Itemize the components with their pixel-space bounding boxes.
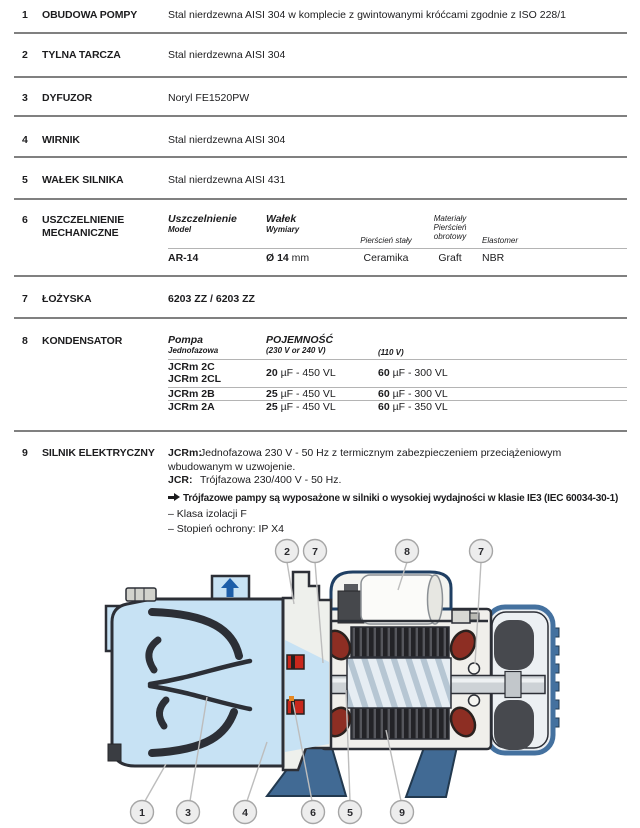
motor-rotor — [347, 658, 451, 708]
cap-header-jednofazowa: Jednofazowa — [168, 346, 219, 355]
row-number: 4 — [22, 134, 28, 146]
motor-top-cover — [330, 572, 488, 624]
cap-230-value: 20 µF - 450 VL — [266, 367, 336, 379]
svg-text:7: 7 — [478, 545, 484, 558]
row-value: Stal nierdzewna AISI 304 w komplecie z gwintowanymi króćcami zgodnie z ISO 228/1 — [168, 9, 567, 21]
row-label-line1: USZCZELNIENIE — [42, 214, 125, 226]
drain-plug — [108, 744, 121, 761]
spec-row-silnik-elektryczny — [14, 432, 627, 535]
row-value: Noryl FE1520PW — [168, 92, 250, 104]
cap-pump-name: JCRm 2B — [168, 387, 215, 400]
callout-7-left — [304, 540, 327, 563]
motor-ie3-note: Trójfazowe pampy są wyposażone w silniki o wysokiej wydajności w klasie IE3 (IEC 60034-30-1) — [168, 492, 627, 506]
svg-text:8: 8 — [404, 545, 410, 558]
cap-col-pump — [168, 335, 266, 359]
motor-notes — [168, 447, 627, 537]
row-label: WAŁEK SILNIKA — [42, 174, 124, 186]
seal-header-uszczelnienie: Uszczelnienie — [168, 213, 237, 225]
row-label: OBUDOWA POMPY — [42, 9, 138, 21]
seal-col-shaft — [266, 214, 354, 234]
row-number: 5 — [22, 174, 28, 186]
row-label: DYFUZOR — [42, 92, 93, 104]
seal-header-walek: Wałek — [266, 213, 297, 225]
row-value: Stal nierdzewna AISI 304 — [168, 49, 286, 61]
motor-jcrm-line: JCRm:Jednofazowa 230 V - 50 Hz z termicznym zabezpieczeniem przeciążeniowym wbudowanym w uzwojenie. — [168, 447, 562, 473]
capacitor-row-jcrm2c — [168, 360, 627, 388]
filler-plug — [126, 588, 156, 601]
motor-insulation-line: – Klasa izolacji F — [168, 507, 247, 520]
callout-3 — [177, 801, 200, 824]
motor-protection-line: – Stopień ochrony: IP X4 — [168, 523, 284, 535]
spec-row-wirnik — [14, 117, 627, 158]
motor-jcr-line: JCR: Trójfazowa 230/400 V - 50 Hz. — [168, 474, 342, 486]
capacitor-row-jcrm2a — [168, 401, 627, 414]
cap-col-230 — [266, 335, 378, 359]
cap-header-230v: (230 V or 240 V) — [266, 346, 326, 355]
svg-text:1: 1 — [139, 806, 145, 819]
cap-110-value: 60 µF - 300 VL — [378, 367, 448, 379]
svg-text:4: 4 — [242, 806, 248, 819]
spec-row-dyfuzor — [14, 78, 627, 117]
seal-shaft-value: Ø 14 mm — [266, 252, 310, 264]
row-value: Stal nierdzewna AISI 304 — [168, 134, 286, 146]
seal-header-elastomer: Elastomer — [482, 236, 519, 245]
seal-header-pierscien-staly: Pierścień stały — [360, 236, 412, 245]
callout-4 — [234, 801, 257, 824]
cap-header-pojemnosc: POJEMNOŚĆ — [266, 334, 334, 346]
cap-230-value: 25 µF - 450 VL — [266, 388, 336, 400]
capacitor-row-jcrm2b — [168, 388, 627, 401]
row-number: 8 — [22, 335, 28, 347]
row-number: 7 — [22, 293, 28, 305]
seal-header-pierscien-obrotowy: Pierścień obrotowy — [433, 223, 467, 241]
cap-header-pompa: Pompa — [168, 334, 204, 346]
callout-2 — [276, 540, 299, 563]
row-value: Stal nierdzewna AISI 431 — [168, 174, 286, 186]
seal-header-model: Model — [168, 225, 192, 234]
capacitor-table-header — [168, 335, 627, 360]
callout-5 — [339, 801, 362, 824]
row-number: 3 — [22, 92, 28, 104]
spec-row-tylna-tarcza — [14, 34, 627, 78]
capacitor-table — [168, 335, 627, 414]
callout-1 — [131, 801, 154, 824]
spec-row-lozyska — [14, 277, 627, 319]
svg-text:3: 3 — [185, 806, 191, 819]
row-label: SILNIK ELEKTRYCZNY — [42, 447, 155, 459]
seal-stationary-value: Ceramika — [363, 252, 409, 264]
cap-pump-name: JCRm 2C JCRm 2CL — [168, 361, 222, 385]
svg-text:6: 6 — [310, 806, 316, 819]
row-number: 9 — [22, 447, 28, 459]
spec-row-kondensator — [14, 319, 627, 432]
spec-table — [14, 0, 627, 535]
cap-header-110v: (110 V) — [378, 348, 404, 357]
row-number: 1 — [22, 9, 28, 21]
callout-9 — [391, 801, 414, 824]
seal-col-model — [168, 214, 266, 234]
row-number: 2 — [22, 49, 28, 61]
rear-plate — [283, 572, 331, 770]
svg-text:2: 2 — [284, 545, 290, 558]
cap-110-value: 60 µF - 300 VL — [378, 388, 448, 400]
cap-110-value: 60 µF - 350 VL — [378, 401, 448, 413]
callout-7-right — [470, 540, 493, 563]
seal-header-materialy: Materiały — [433, 214, 467, 223]
cap-pump-name: JCRm 2A — [168, 400, 215, 413]
row-label — [42, 214, 168, 240]
row-number: 6 — [22, 214, 28, 226]
right-arrow-icon — [168, 493, 180, 502]
cap-230-value: 25 µF - 450 VL — [266, 401, 336, 413]
pump-body — [108, 588, 283, 766]
row-label: WIRNIK — [42, 134, 80, 146]
seal-model-value: AR-14 — [168, 252, 199, 264]
spec-row-walek-silnika — [14, 158, 627, 200]
capacitor — [361, 575, 443, 624]
spec-row-uszczelnienie — [14, 200, 627, 277]
svg-text:5: 5 — [347, 806, 353, 819]
seal-table-header — [168, 214, 627, 249]
pump-cross-section-diagram — [0, 531, 640, 828]
row-label: KONDENSATOR — [42, 335, 123, 347]
row-label-line2: MECHANICZNE — [42, 227, 119, 239]
callout-6 — [302, 801, 325, 824]
row-label: TYLNA TARCZA — [42, 49, 121, 61]
svg-text:7: 7 — [312, 545, 318, 558]
seal-col-materials — [418, 214, 482, 241]
seal-rotating-value: Graft — [438, 252, 462, 264]
spec-row-obudowa-pompy — [14, 0, 627, 34]
seal-header-wymiary: Wymiary — [266, 225, 300, 234]
seal-table-row — [168, 249, 627, 265]
seal-table — [168, 214, 627, 265]
svg-text:9: 9 — [399, 806, 405, 819]
row-label: ŁOŻYSKA — [42, 293, 92, 305]
callout-8 — [396, 540, 419, 563]
seal-elastomer-value: NBR — [482, 252, 505, 264]
row-value: 6203 ZZ / 6203 ZZ — [168, 293, 255, 305]
